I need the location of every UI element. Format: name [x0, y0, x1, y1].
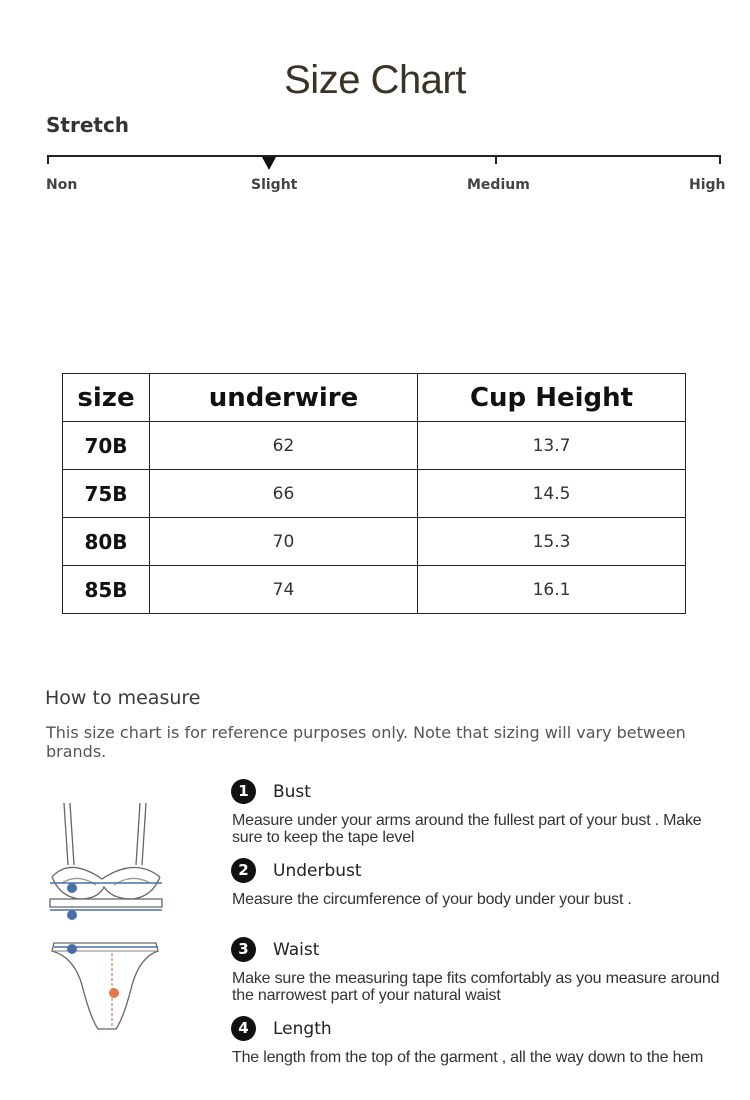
page-title: Size Chart	[284, 58, 466, 102]
cell-underwire: 62	[150, 422, 418, 470]
stretch-tick-medium	[495, 155, 497, 164]
bust-title: Bust	[273, 782, 311, 802]
stretch-marker-icon	[262, 157, 276, 170]
cell-cup-height: 14.5	[418, 470, 686, 518]
cell-underwire: 66	[150, 470, 418, 518]
bust-number-icon: 1	[231, 779, 256, 804]
bust-marker-icon	[67, 883, 77, 893]
underbust-title: Underbust	[273, 861, 362, 881]
reference-note: This size chart is for reference purposes only. Note that sizing will vary between brands.	[46, 723, 686, 761]
cell-cup-height: 13.7	[418, 422, 686, 470]
table-row	[63, 566, 686, 614]
table-row	[63, 518, 686, 566]
waist-number-icon: 3	[231, 937, 256, 962]
cell-underwire: 70	[150, 518, 418, 566]
underbust-number-icon: 2	[231, 858, 256, 883]
cell-size: 85B	[63, 566, 150, 614]
table-row	[63, 470, 686, 518]
cell-cup-height: 16.1	[418, 566, 686, 614]
garment-measure-illustration	[40, 795, 170, 1040]
stretch-tick-non	[47, 155, 49, 164]
stretch-label-non: Non	[46, 177, 78, 193]
waist-description: Make sure the measuring tape fits comfortably as you measure around the narrowest part of your natural waist	[232, 970, 720, 1004]
waist-title: Waist	[273, 940, 320, 960]
table-row	[63, 422, 686, 470]
length-description: The length from the top of the garment , all the way down to the hem	[232, 1049, 704, 1066]
stretch-label-slight: Slight	[251, 177, 298, 193]
stretch-label-high: High	[689, 177, 726, 193]
underbust-marker-icon	[67, 910, 77, 920]
cell-underwire: 74	[150, 566, 418, 614]
stretch-scale-line	[47, 155, 721, 157]
cell-size: 80B	[63, 518, 150, 566]
brief-illustration	[52, 943, 158, 1029]
cell-size: 75B	[63, 470, 150, 518]
header-underwire: underwire	[150, 374, 418, 422]
length-marker-icon	[109, 988, 119, 998]
table-header-row	[63, 374, 686, 422]
length-number-icon: 4	[231, 1016, 256, 1041]
stretch-heading: Stretch	[46, 113, 130, 137]
length-title: Length	[273, 1019, 332, 1039]
header-size: size	[63, 374, 150, 422]
underbust-description: Measure the circumference of your body under your bust .	[232, 891, 632, 908]
bust-description: Measure under your arms around the fullest part of your bust . Make sure to keep the tape level	[232, 812, 702, 846]
stretch-label-medium: Medium	[467, 177, 530, 193]
cell-cup-height: 15.3	[418, 518, 686, 566]
waist-marker-icon	[67, 944, 77, 954]
how-to-measure-heading: How to measure	[45, 687, 201, 709]
stretch-tick-high	[719, 155, 721, 164]
cell-size: 70B	[63, 422, 150, 470]
bra-illustration	[50, 803, 162, 907]
size-table	[62, 373, 686, 614]
header-cup-height: Cup Height	[418, 374, 686, 422]
